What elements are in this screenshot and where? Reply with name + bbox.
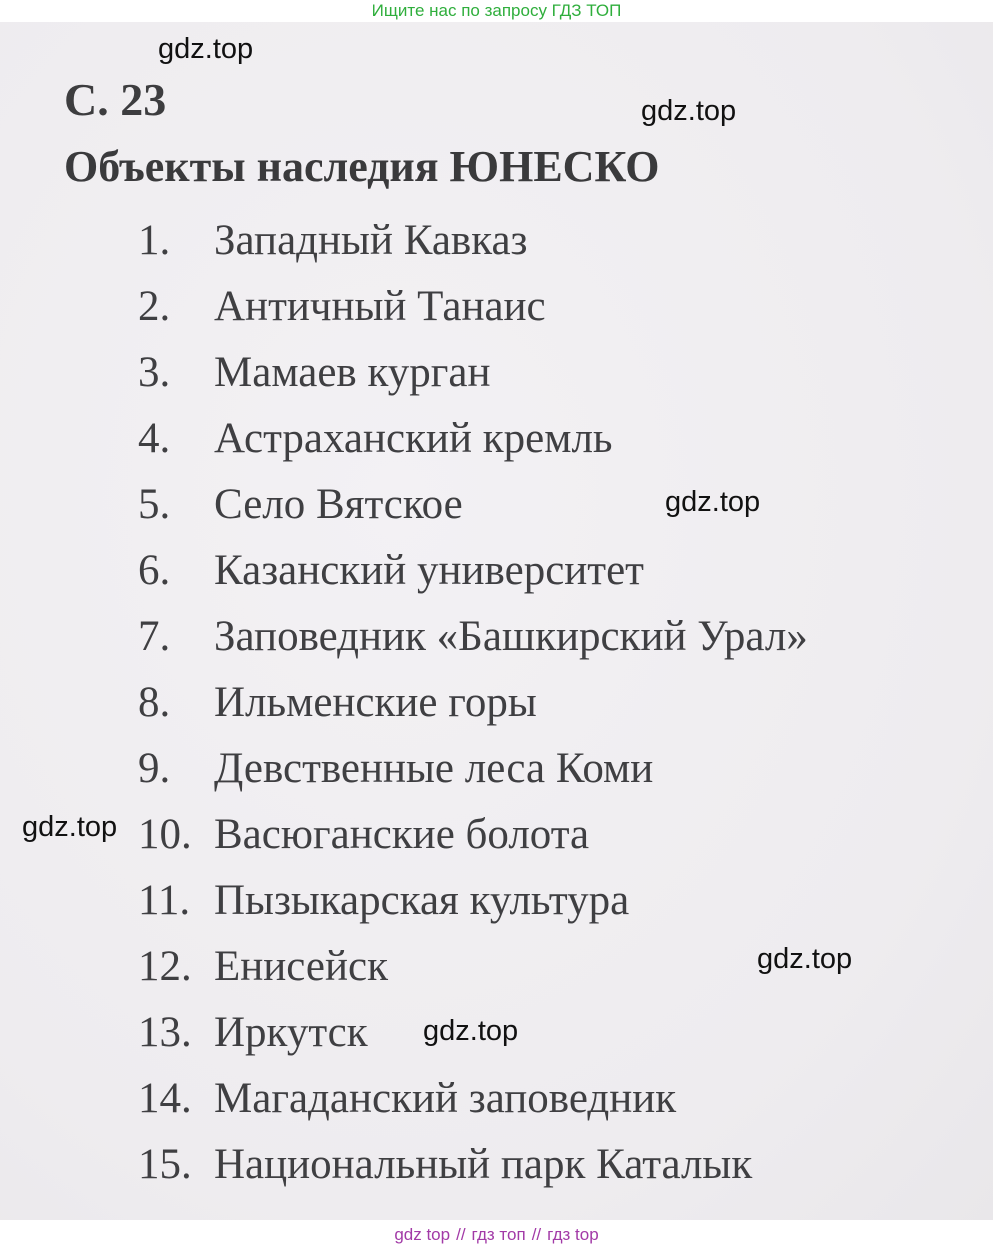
list-item-text: Девственные леса Коми — [214, 744, 654, 792]
list-item — [138, 801, 808, 867]
list-item-text: Магаданский заповедник — [214, 1074, 677, 1122]
scanned-page — [0, 22, 993, 1220]
list-item-text: Астраханский кремль — [214, 414, 613, 462]
list-item-text: Васюганские болота — [214, 810, 590, 858]
footer-separator: // — [531, 1225, 542, 1244]
watermark: gdz.top — [757, 943, 853, 975]
watermark: gdz.top — [665, 486, 761, 518]
top-banner: Ищите нас по запросу ГДЗ ТОП — [0, 0, 993, 22]
watermark: gdz.top — [22, 811, 118, 843]
page-reference: С. 23 — [64, 74, 167, 125]
list-item-number: 10. — [138, 810, 192, 858]
watermark: gdz.top — [158, 33, 254, 65]
section-heading: Объекты наследия ЮНЕСКО — [64, 142, 660, 191]
list-item-text: Енисейск — [214, 942, 388, 990]
list-item-text: Казанский университет — [214, 546, 644, 594]
list-item-number: 6. — [138, 546, 171, 594]
list-item — [138, 405, 808, 471]
list-item-number: 3. — [138, 348, 171, 396]
list-item-number: 9. — [138, 744, 171, 792]
list-item — [138, 867, 808, 933]
list-item — [138, 273, 808, 339]
list-item — [138, 1131, 808, 1197]
list-item-text: Заповедник «Башкирский Урал» — [214, 612, 808, 660]
list-item — [138, 207, 808, 273]
list-item-text: Ильменские горы — [214, 678, 537, 726]
list-item-number: 5. — [138, 480, 171, 528]
list-item — [138, 669, 808, 735]
list-item-number: 4. — [138, 414, 171, 462]
watermark: gdz.top — [423, 1015, 519, 1047]
footer-separator: // — [456, 1225, 466, 1244]
list-item — [138, 933, 808, 999]
list-item-text: Мамаев курган — [214, 348, 491, 396]
list-item-text: Античный Танаис — [214, 282, 546, 330]
list-item-number: 15. — [138, 1140, 192, 1188]
footer-link[interactable]: gdz top — [394, 1225, 451, 1244]
list-item-number: 11. — [138, 876, 191, 924]
list-item-number: 8. — [138, 678, 171, 726]
list-item-text: Пызыкарская культура — [214, 876, 630, 924]
list-item-number: 13. — [138, 1008, 192, 1056]
list-item-text: Село Вятское — [214, 480, 463, 528]
list-item-number: 12. — [138, 942, 192, 990]
list-item — [138, 1065, 808, 1131]
list-item-number: 1. — [138, 216, 171, 264]
list-item-number: 7. — [138, 612, 171, 660]
list-item-text: Иркутск — [214, 1008, 368, 1056]
list-item-text: Национальный парк Каталык — [214, 1140, 753, 1188]
list-item-number: 14. — [138, 1074, 192, 1122]
list-item — [138, 603, 808, 669]
footer-link[interactable]: гдз топ — [471, 1225, 526, 1244]
list-item-number: 2. — [138, 282, 171, 330]
list-item-text: Западный Кавказ — [214, 216, 528, 264]
footer-links — [0, 1220, 993, 1250]
watermark: gdz.top — [641, 95, 737, 127]
list-item — [138, 735, 808, 801]
list-item — [138, 339, 808, 405]
list-item — [138, 537, 808, 603]
footer-link[interactable]: гдз top — [547, 1225, 599, 1244]
heritage-sites-list — [138, 207, 808, 1197]
